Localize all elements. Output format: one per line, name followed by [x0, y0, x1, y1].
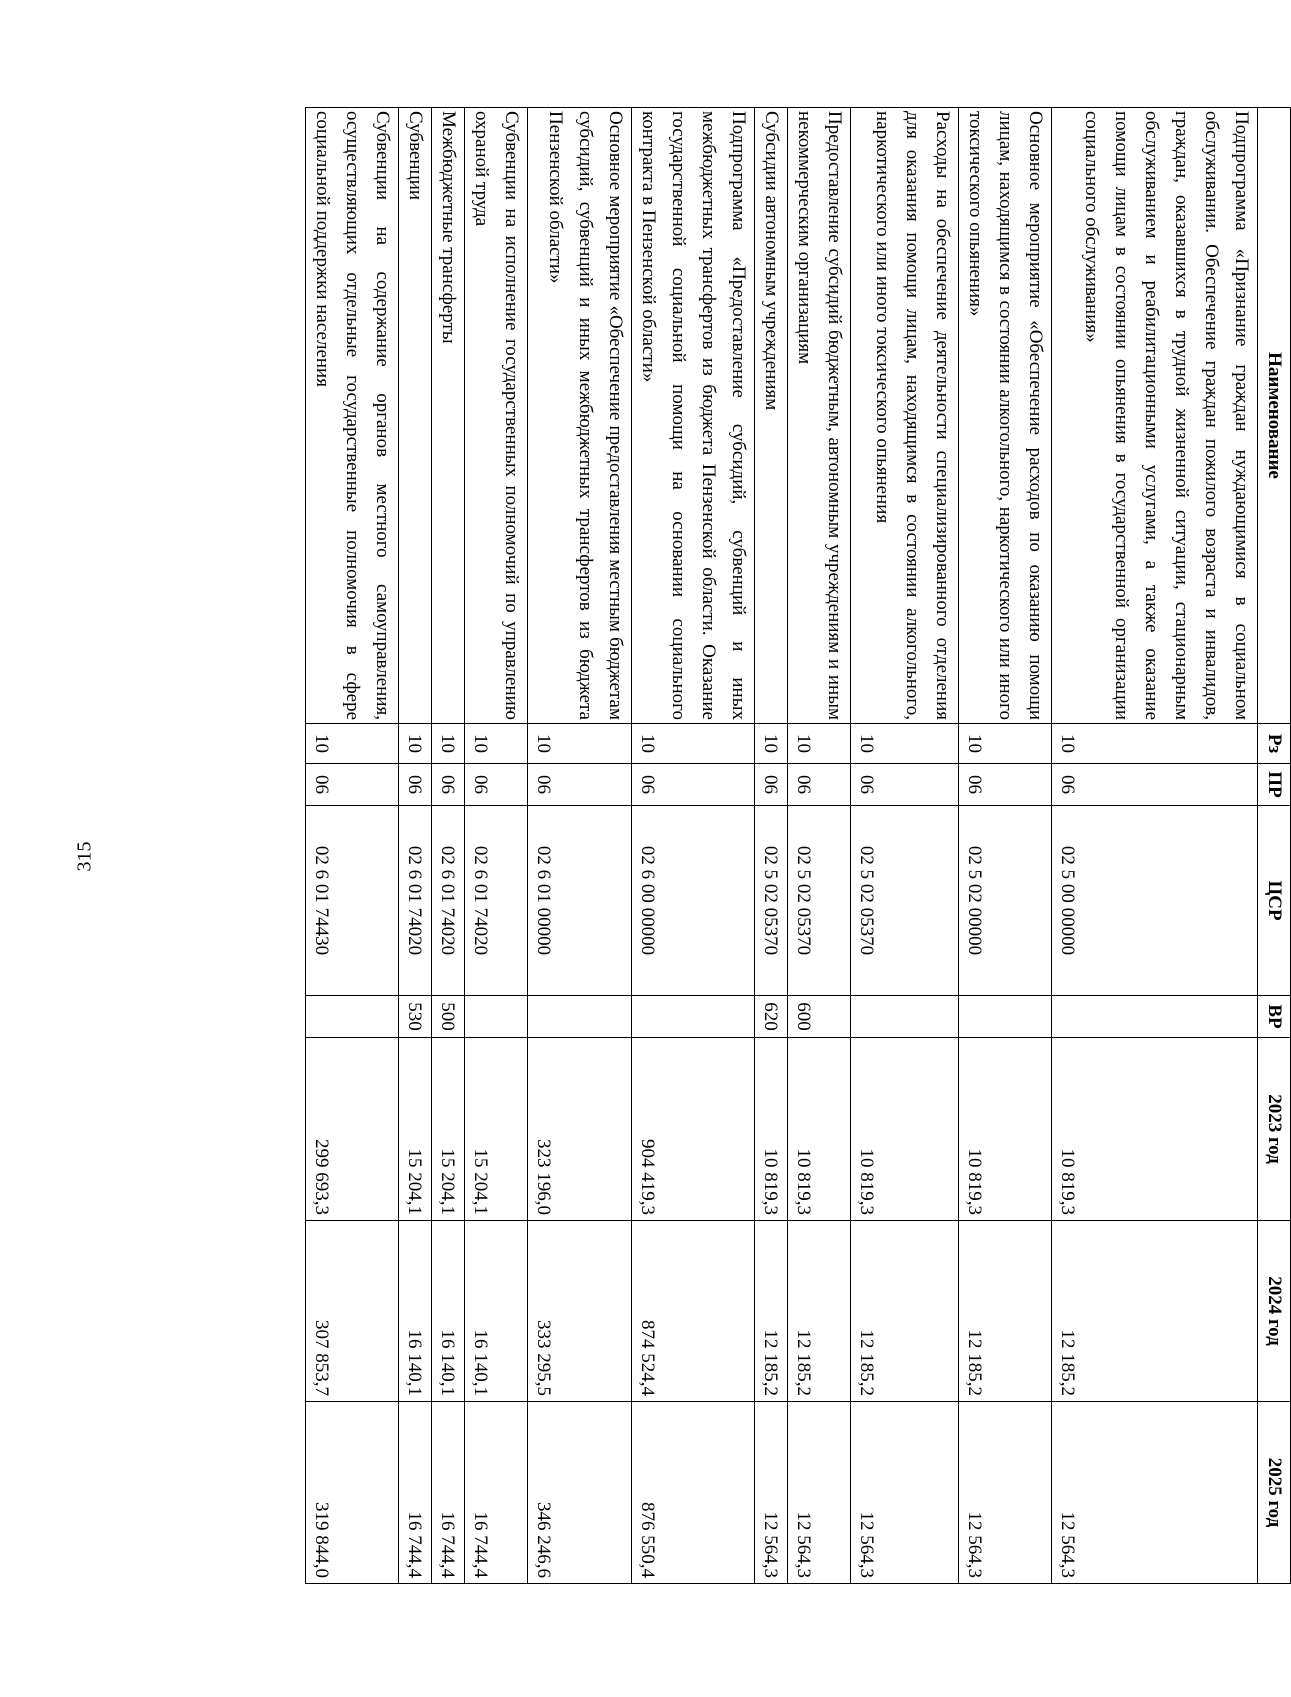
- row-csr: 02 5 02 00000: [959, 806, 1052, 996]
- header-year-2024: 2024 год: [1258, 1221, 1291, 1402]
- table-header-row: [1258, 108, 1291, 1584]
- row-vr: [306, 996, 399, 1038]
- header-name: Наименование: [1258, 108, 1291, 724]
- row-2024: 12 185,2: [1052, 1221, 1258, 1402]
- row-csr: 02 6 01 74020: [432, 806, 465, 996]
- row-2023: 10 819,3: [788, 1038, 851, 1221]
- row-vr: [959, 996, 1052, 1038]
- row-2025: 12 564,3: [755, 1402, 788, 1584]
- row-pr: 06: [755, 764, 788, 806]
- row-pr: 06: [465, 764, 528, 806]
- table-row: [399, 108, 432, 1584]
- row-rz: 10: [306, 724, 399, 764]
- row-pr: 06: [851, 764, 959, 806]
- header-vr: ВР: [1258, 996, 1291, 1038]
- rotated-table-container: [311, 107, 1291, 1583]
- row-2024: 12 185,2: [755, 1221, 788, 1402]
- row-vr: 530: [399, 996, 432, 1038]
- row-pr: 06: [1052, 764, 1258, 806]
- row-2024: 874 524,4: [632, 1221, 755, 1402]
- row-2023: 10 819,3: [755, 1038, 788, 1221]
- row-name: Предоставление субсидий бюджетным, автономным учреждениям и иным некоммерческим организациям: [788, 108, 851, 724]
- row-name: Подпрограмма «Признание граждан нуждающимися в социальном обслуживании. Обеспечение граждан пожилого возраста и инвалидов, граждан, оказавшихся в трудной жизненной ситуации, стационарным обслуживанием и реабилитационными услугами, а также оказание помощи лицам в состоянии опьянения в государственной организации социального обслуживания»: [1052, 108, 1258, 724]
- row-name: Субвенции на содержание органов местного самоуправления, осуществляющих отдельные государственные полномочия в сфере социальной поддержки населения: [306, 108, 399, 724]
- row-2023: 10 819,3: [1052, 1038, 1258, 1221]
- row-vr: [632, 996, 755, 1038]
- row-2025: 346 246,6: [528, 1402, 632, 1584]
- row-2024: 12 185,2: [959, 1221, 1052, 1402]
- table-row: [306, 108, 399, 1584]
- table-row: [465, 108, 528, 1584]
- row-2024: 333 295,5: [528, 1221, 632, 1402]
- row-rz: 10: [432, 724, 465, 764]
- row-2023: 10 819,3: [851, 1038, 959, 1221]
- row-2025: 12 564,3: [788, 1402, 851, 1584]
- row-2023: 15 204,1: [399, 1038, 432, 1221]
- row-2025: 16 744,4: [432, 1402, 465, 1584]
- row-2025: 319 844,0: [306, 1402, 399, 1584]
- row-vr: [465, 996, 528, 1038]
- row-2025: 12 564,3: [1052, 1402, 1258, 1584]
- table-row: [788, 108, 851, 1584]
- row-2023: 323 196,0: [528, 1038, 632, 1221]
- row-csr: 02 5 02 05370: [851, 806, 959, 996]
- table-row: [959, 108, 1052, 1584]
- table-row: [432, 108, 465, 1584]
- table-row: [851, 108, 959, 1584]
- row-csr: 02 6 00 00000: [632, 806, 755, 996]
- row-rz: 10: [851, 724, 959, 764]
- row-rz: 10: [788, 724, 851, 764]
- row-pr: 06: [432, 764, 465, 806]
- row-csr: 02 6 01 00000: [528, 806, 632, 996]
- row-vr: [1052, 996, 1258, 1038]
- row-name: Основное мероприятие «Обеспечение расходов по оказанию помощи лицам, находящимся в состоянии алкогольного, наркотического или иного токсического опьянения»: [959, 108, 1052, 724]
- row-name: Субвенции: [399, 108, 432, 724]
- row-vr: 620: [755, 996, 788, 1038]
- row-2024: 12 185,2: [788, 1221, 851, 1402]
- row-2024: 16 140,1: [399, 1221, 432, 1402]
- row-name: Расходы на обеспечение деятельности специализированного отделения для оказания помощи лицам, находящимся в состоянии алкогольного, наркотического или иного токсического опьянения: [851, 108, 959, 724]
- row-pr: 06: [528, 764, 632, 806]
- row-csr: 02 6 01 74430: [306, 806, 399, 996]
- row-2024: 12 185,2: [851, 1221, 959, 1402]
- row-2023: 904 419,3: [632, 1038, 755, 1221]
- table-row: [1052, 108, 1258, 1584]
- header-pr: ПР: [1258, 764, 1291, 806]
- table-row: [632, 108, 755, 1584]
- row-csr: 02 6 01 74020: [465, 806, 528, 996]
- row-2025: 876 550,4: [632, 1402, 755, 1584]
- row-rz: 10: [755, 724, 788, 764]
- row-vr: [528, 996, 632, 1038]
- table-row: [755, 108, 788, 1584]
- row-2023: 299 693,3: [306, 1038, 399, 1221]
- row-rz: 10: [959, 724, 1052, 764]
- header-rz: Рз: [1258, 724, 1291, 764]
- row-name: Основное мероприятие «Обеспечение предоставления местным бюджетам субсидий, субвенций и иных межбюджетных трансфертов из бюджета Пензенской области»: [528, 108, 632, 724]
- row-rz: 10: [465, 724, 528, 764]
- budget-table: [305, 107, 1291, 1584]
- row-pr: 06: [632, 764, 755, 806]
- row-vr: 600: [788, 996, 851, 1038]
- row-2025: 16 744,4: [465, 1402, 528, 1584]
- row-name: Субсидии автономным учреждениям: [755, 108, 788, 724]
- row-2023: 15 204,1: [432, 1038, 465, 1221]
- row-pr: 06: [788, 764, 851, 806]
- page-number: 315: [73, 841, 96, 872]
- header-year-2025: 2025 год: [1258, 1402, 1291, 1584]
- row-name: Межбюджетные трансферты: [432, 108, 465, 724]
- row-name: Субвенции на исполнение государственных полномочий по управлению охраной труда: [465, 108, 528, 724]
- row-2023: 10 819,3: [959, 1038, 1052, 1221]
- row-2025: 16 744,4: [399, 1402, 432, 1584]
- row-2024: 16 140,1: [465, 1221, 528, 1402]
- row-vr: [851, 996, 959, 1038]
- row-rz: 10: [399, 724, 432, 764]
- row-2024: 16 140,1: [432, 1221, 465, 1402]
- row-rz: 10: [1052, 724, 1258, 764]
- row-vr: 500: [432, 996, 465, 1038]
- row-pr: 06: [959, 764, 1052, 806]
- row-2025: 12 564,3: [959, 1402, 1052, 1584]
- header-csr: ЦСР: [1258, 806, 1291, 996]
- row-pr: 06: [306, 764, 399, 806]
- row-2025: 12 564,3: [851, 1402, 959, 1584]
- row-2023: 15 204,1: [465, 1038, 528, 1221]
- table-row: [528, 108, 632, 1584]
- row-csr: 02 5 02 05370: [755, 806, 788, 996]
- row-csr: 02 6 01 74020: [399, 806, 432, 996]
- row-csr: 02 5 02 05370: [788, 806, 851, 996]
- row-2024: 307 853,7: [306, 1221, 399, 1402]
- header-year-2023: 2023 год: [1258, 1038, 1291, 1221]
- row-csr: 02 5 00 00000: [1052, 806, 1258, 996]
- row-pr: 06: [399, 764, 432, 806]
- row-name: Подпрограмма «Предоставление субсидий, субвенций и иных межбюджетных трансфертов из бюджета Пензенской области. Оказание государственной социальной помощи на основании социального контракта в Пензенской области»: [632, 108, 755, 724]
- row-rz: 10: [632, 724, 755, 764]
- row-rz: 10: [528, 724, 632, 764]
